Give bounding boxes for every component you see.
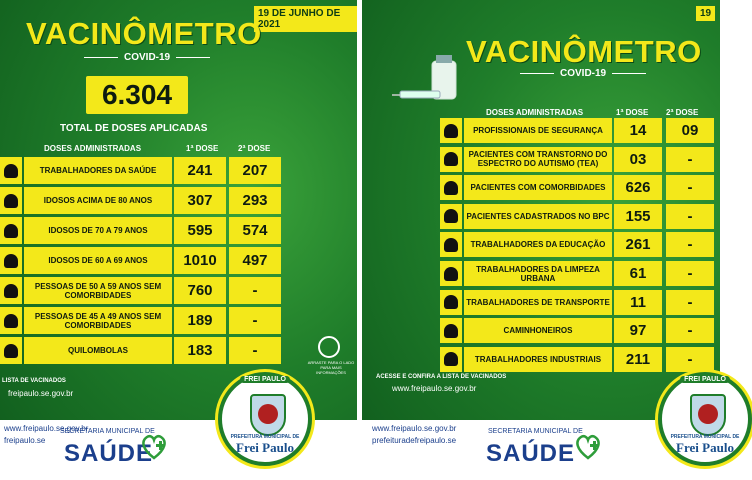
row-dose-2: - [666, 204, 714, 229]
row-dose-2: - [666, 175, 714, 200]
row-dose-2: - [229, 307, 281, 334]
row-dose-2: - [666, 147, 714, 172]
row-icon-cell [0, 187, 22, 214]
cleaner-icon [444, 267, 458, 281]
list-text: LISTA DE VACINADOS [2, 378, 66, 384]
row-dose-2: - [229, 337, 281, 364]
row-dose-2: - [666, 261, 714, 286]
footer-social[interactable]: freipaulo.se [4, 436, 46, 445]
elderly-icon [4, 194, 18, 208]
total-doses-value: 6.304 [86, 76, 188, 114]
row-label: PACIENTES COM TRANSTORNO DO ESPECTRO DO AUTISMO (TEA) [464, 147, 612, 172]
secretaria-label: SECRETARIA MUNICIPAL DE [60, 428, 155, 435]
swipe-hand-icon [318, 336, 340, 358]
row-dose-1: 211 [614, 347, 662, 372]
heart-cross-icon-right [574, 434, 602, 460]
row-label: IDOSOS ACIMA DE 80 ANOS [24, 187, 172, 214]
table-row [0, 217, 357, 244]
row-dose-1: 626 [614, 175, 662, 200]
row-dose-2: 207 [229, 157, 281, 184]
people-icon [4, 284, 18, 298]
row-dose-1: 261 [614, 232, 662, 257]
header-doses-right: DOSES ADMINISTRADAS [486, 108, 584, 117]
row-dose-2: 293 [229, 187, 281, 214]
row-icon-cell [440, 118, 462, 143]
footer-social-right[interactable]: prefeituradefreipaulo.se [372, 436, 457, 445]
prefeitura-seal-right: FREI PAULO PREFEITURA MUNICIPAL DE Frei Paulo [658, 372, 752, 466]
footer-web[interactable]: www.freipaulo.se.gov.br [4, 424, 89, 433]
row-label: PESSOAS DE 50 A 59 ANOS SEM COMORBIDADES [24, 277, 172, 304]
row-label: TRABALHADORES DA LIMPEZA URBANA [464, 261, 612, 286]
table-row [362, 118, 720, 143]
coat-of-arms-icon [250, 394, 286, 436]
police-icon [444, 124, 458, 138]
row-icon-cell [0, 337, 22, 364]
table-row [362, 290, 720, 315]
row-dose-1: 155 [614, 204, 662, 229]
elderly-icon [4, 254, 18, 268]
table-row [362, 232, 720, 257]
row-dose-1: 97 [614, 318, 662, 343]
row-dose-2: - [666, 232, 714, 257]
row-label: CAMINHONEIROS [464, 318, 612, 343]
row-dose-2: 09 [666, 118, 714, 143]
page-title: VACINÔMETRO [26, 16, 262, 51]
people-icon [4, 314, 18, 328]
page-subtitle: COVID-19 [78, 52, 216, 63]
row-icon-cell [440, 204, 462, 229]
header-dose-2: 2ª DOSE [238, 144, 271, 153]
row-dose-1: 307 [174, 187, 226, 214]
header-dose-1-right: 1ª DOSE [616, 108, 649, 117]
total-doses-label: TOTAL DE DOSES APLICADAS [60, 123, 208, 134]
row-icon-cell [0, 307, 22, 334]
access-text: ACESSE E CONFIRA A LISTA DE VACINADOS [376, 374, 507, 380]
header-dose-1: 1ª DOSE [186, 144, 219, 153]
saude-logo-text: SAÚDE [64, 440, 154, 467]
coat-of-arms-icon-right [690, 394, 726, 436]
row-label: QUILOMBOLAS [24, 337, 172, 364]
row-icon-cell [440, 175, 462, 200]
table-row [362, 261, 720, 286]
table-row [0, 277, 357, 304]
table-row [362, 204, 720, 229]
row-dose-1: 03 [614, 147, 662, 172]
left-panel [0, 0, 357, 480]
row-dose-2: - [666, 347, 714, 372]
secretaria-label-right: SECRETARIA MUNICIPAL DE [488, 428, 583, 435]
table-row [362, 147, 720, 172]
row-dose-1: 595 [174, 217, 226, 244]
table-row [362, 347, 720, 372]
table-row [0, 247, 357, 274]
row-label: PESSOAS DE 45 A 49 ANOS SEM COMORBIDADES [24, 307, 172, 334]
row-dose-1: 189 [174, 307, 226, 334]
header-dose-2-right: 2ª DOSE [666, 108, 699, 117]
row-label: TRABALHADORES DE TRANSPORTE [464, 290, 612, 315]
row-icon-cell [440, 261, 462, 286]
row-dose-2: - [666, 290, 714, 315]
footer-web-right[interactable]: www.freipaulo.se.gov.br [372, 424, 457, 433]
prefeitura-seal: FREI PAULO PREFEITURA MUNICIPAL DE Frei Paulo [218, 372, 312, 466]
row-icon-cell [0, 217, 22, 244]
row-icon-cell [440, 347, 462, 372]
row-icon-cell [440, 318, 462, 343]
row-dose-2: - [666, 318, 714, 343]
row-icon-cell [440, 232, 462, 257]
table-row [362, 175, 720, 200]
date-badge-right: 19 [696, 6, 715, 21]
row-dose-1: 760 [174, 277, 226, 304]
date-badge: 19 DE JUNHO DE 2021 [254, 6, 357, 32]
table-row [0, 187, 357, 214]
elderly-icon [4, 224, 18, 238]
table-row [0, 307, 357, 334]
row-dose-1: 11 [614, 290, 662, 315]
heart-cross-icon [140, 434, 168, 460]
person-icon [4, 344, 18, 358]
table-row [0, 157, 357, 184]
row-label: IDOSOS DE 60 A 69 ANOS [24, 247, 172, 274]
trucker-icon [444, 324, 458, 338]
site-url-right[interactable]: www.freipaulo.se.gov.br [392, 384, 477, 393]
row-dose-1: 241 [174, 157, 226, 184]
page-subtitle-right: COVID-19 [514, 68, 652, 79]
row-label: PACIENTES CADASTRADOS NO BPC [464, 204, 612, 229]
saude-logo-text-right: SAÚDE [486, 440, 576, 467]
row-dose-2: 497 [229, 247, 281, 274]
swipe-note: ARRASTE PARA O LADO PARA MAIS INFORMAÇÕES [307, 360, 355, 375]
vaccine-vial-syringe-icon [392, 55, 464, 103]
site-url[interactable]: freipaulo.se.gov.br [8, 389, 74, 398]
row-label: IDOSOS DE 70 A 79 ANOS [24, 217, 172, 244]
row-icon-cell [0, 277, 22, 304]
row-label: PROFISSIONAIS DE SEGURANÇA [464, 118, 612, 143]
autism-icon [444, 152, 458, 166]
person-icon [444, 209, 458, 223]
right-panel [362, 0, 740, 480]
row-label: PACIENTES COM COMORBIDADES [464, 175, 612, 200]
row-dose-1: 183 [174, 337, 226, 364]
row-label: TRABALHADORES DA EDUCAÇÃO [464, 232, 612, 257]
row-dose-2: 574 [229, 217, 281, 244]
row-icon-cell [0, 247, 22, 274]
row-dose-1: 61 [614, 261, 662, 286]
page-title-right: VACINÔMETRO [466, 34, 702, 69]
row-dose-2: - [229, 277, 281, 304]
row-icon-cell [440, 290, 462, 315]
row-dose-1: 1010 [174, 247, 226, 274]
health-worker-icon [4, 164, 18, 178]
patient-icon [444, 181, 458, 195]
row-label: TRABALHADORES DA SAÚDE [24, 157, 172, 184]
worker-icon [444, 352, 458, 366]
row-dose-1: 14 [614, 118, 662, 143]
row-icon-cell [0, 157, 22, 184]
row-label: TRABALHADORES INDUSTRIAIS [464, 347, 612, 372]
driver-icon [444, 295, 458, 309]
table-row [0, 337, 357, 364]
teacher-icon [444, 238, 458, 252]
row-icon-cell [440, 147, 462, 172]
table-row [362, 318, 720, 343]
header-doses: DOSES ADMINISTRADAS [44, 144, 142, 153]
